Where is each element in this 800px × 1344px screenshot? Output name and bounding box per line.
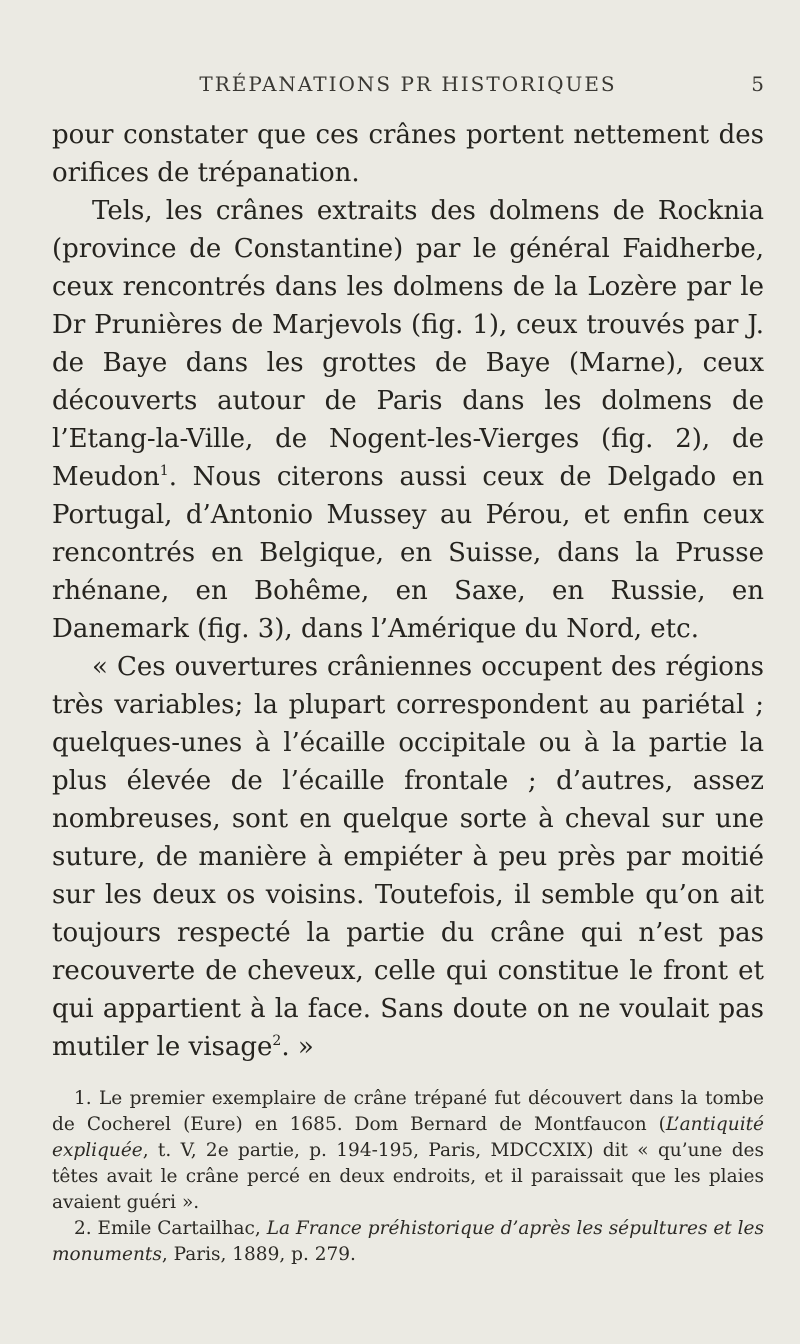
main-text [52, 116, 764, 1066]
footnote-1-text: 1. Le premier exemplaire de crâne trépané fut découvert dans la tombe de Cocherel (Eure) en 1685. Dom Bernard de Montfaucon ( [52, 1088, 764, 1135]
paragraph-2-text: Tels, les crânes extraits des dolmens de Rocknia (province de Constantine) par le général Faidherbe, ceux rencontrés dans les dolmens de la Lozère par le Dr Prunières de Marjevols (fig. 1), ceux trouvés par J. de Baye dans les grottes de Baye (Marne), ceux découverts autour de Paris dans les dolmens de l’Etang-la-Ville, de Nogent-les-Vierges (fig. 2), de Meudon [52, 196, 764, 492]
footnote-2 [52, 1216, 764, 1268]
footnote-1 [52, 1086, 764, 1216]
paragraph-2 [52, 192, 764, 648]
paragraph-3-text: « Ces ouvertures crâniennes occupent des régions très variables; la plupart correspondent au pariétal ; quelques-unes à l’écaille occipitale ou à la partie la plus élevée de l’écaille frontale ; d’autres, assez nombreuses, sont en quelque sorte à cheval sur une suture, de manière à empiéter à peu près par moitié sur les deux os voisins. Toutefois, il semble qu’on ait toujours respecté la partie du crâne qui n’est pas recouverte de cheveux, celle qui constitue le front et qui appartient à la face. Sans doute on ne voulait pas mutiler le visage [52, 652, 764, 1062]
paragraph-2-tail: . Nous citerons aussi ceux de Delgado en Portugal, d’Antonio Mussey au Pérou, et enfin ceux rencontrés en Belgique, en Suisse, dans la Prusse rhénane, en Bohême, en Saxe, en Russie, en Danemark (fig. 3), dans l’Amérique du Nord, etc. [52, 462, 764, 644]
paragraph-3-tail: . » [281, 1032, 314, 1062]
running-title: TRÉPANATIONS PR HISTORIQUES [199, 72, 617, 96]
footnote-ref-2: 2 [272, 1033, 282, 1049]
footnote-1-rest: , t. V, 2e partie, p. 194-195, Paris, MDCCXIX) dit « qu’une des têtes avait le crâne percé en deux endroits, et il paraissait que les plaies avaient guéri ». [52, 1140, 764, 1213]
paragraph-1-text: pour constater que ces crânes portent nettement des orifices de trépanation. [52, 120, 764, 188]
footnote-2-rest: , Paris, 1889, p. 279. [161, 1244, 356, 1265]
book-page [52, 72, 764, 1268]
footnote-2-title: La France préhistorique d’après les sépultures et les monuments [52, 1218, 764, 1265]
page-number: 5 [751, 72, 764, 96]
footnote-ref-1: 1 [159, 463, 169, 479]
footnote-2-text: 2. Emile Cartailhac, [74, 1218, 267, 1239]
paragraph-3-quote [52, 648, 764, 1066]
running-header [52, 72, 764, 112]
footnote-1-title: L’antiquité expliquée [52, 1114, 764, 1161]
paragraph-1 [52, 116, 764, 192]
footnotes [52, 1086, 764, 1268]
